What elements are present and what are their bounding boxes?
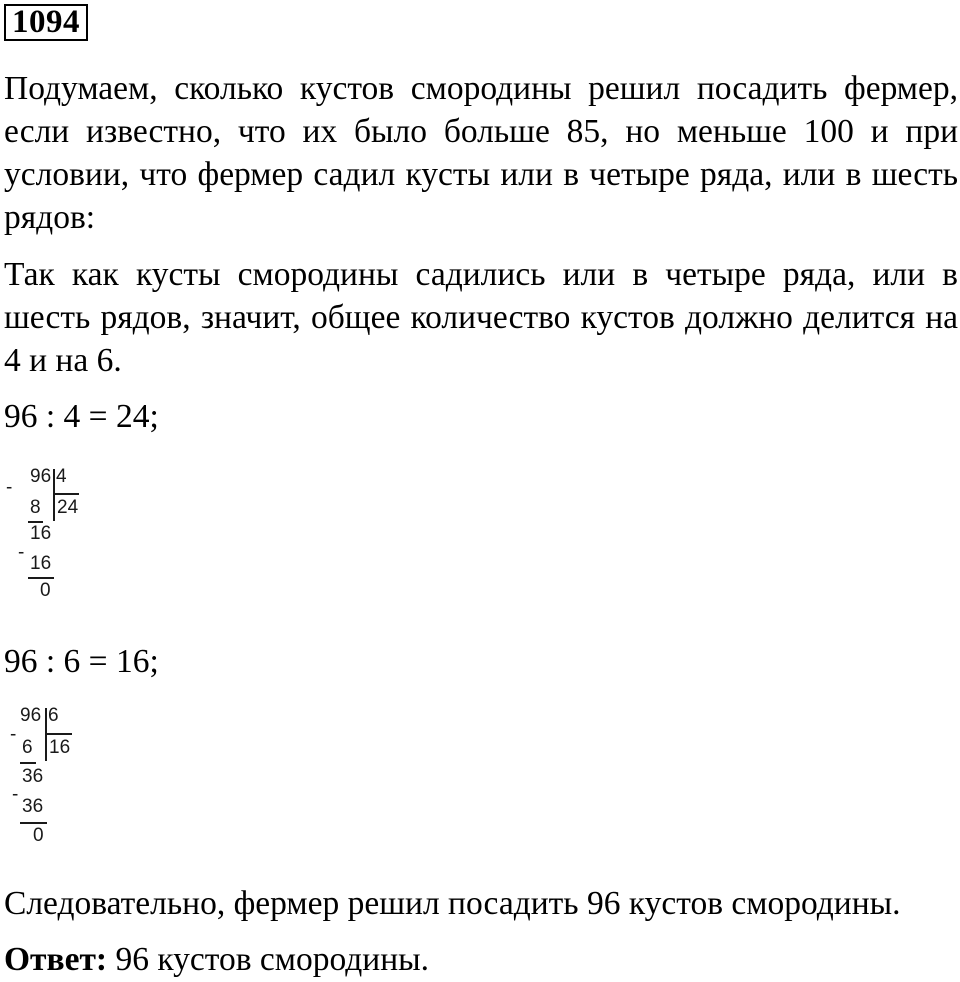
- division-underline-2: [28, 577, 54, 579]
- long-division-96-by-6: [0, 706, 90, 856]
- conclusion-text: Следовательно, фермер решил посадить 96 кустов смородины.: [4, 885, 901, 922]
- division-dividend: 96: [20, 705, 42, 726]
- division-bracket-horizontal: [45, 733, 72, 735]
- division-subtrahend-2: 36: [22, 796, 44, 817]
- answer-text: 96 кустов смородины.: [115, 941, 430, 978]
- division-bracket-vertical: [53, 469, 55, 521]
- division-underline-1: [20, 762, 36, 764]
- division-remainder: 0: [33, 825, 44, 846]
- answer-line: [4, 938, 429, 981]
- division-subtrahend-1: 8: [30, 497, 41, 518]
- division-bracket-vertical: [45, 708, 47, 761]
- division-subtrahend-2: 16: [30, 553, 52, 574]
- division-bracket-horizontal: [53, 493, 79, 495]
- minus-sign: -: [12, 784, 19, 805]
- minus-sign: -: [18, 542, 25, 563]
- minus-sign: -: [10, 724, 17, 745]
- division-quotient: 24: [57, 497, 79, 518]
- division-subtrahend-1: 6: [22, 737, 33, 758]
- intro-paragraph: Подумаем, сколько кустов смородины решил посадить фермер, если известно, что их было больше 85, но меньше 100 и при условии, что фермер садил кусты или в четыре ряда, или в шесть рядов:: [4, 70, 958, 236]
- equation-96-div-4: 96 : 4 = 24;: [4, 398, 159, 435]
- problem-number: 1094: [4, 4, 88, 41]
- reasoning-paragraph: Так как кусты смородины садились или в четыре ряда, или в шесть рядов, значит, общее количество кустов должно делится на 4 и на 6.: [4, 256, 958, 379]
- long-division-96-by-4: [0, 467, 90, 617]
- division-dividend: 96: [30, 466, 52, 487]
- division-quotient: 16: [49, 737, 71, 758]
- minus-sign: -: [6, 477, 13, 498]
- division-divisor: 4: [56, 466, 67, 487]
- equation-96-div-6: 96 : 6 = 16;: [4, 643, 159, 680]
- division-remainder-1: 36: [22, 766, 44, 787]
- division-underline-2: [20, 822, 47, 824]
- division-remainder-1: 16: [30, 523, 52, 544]
- division-divisor: 6: [48, 705, 59, 726]
- answer-label: Ответ:: [4, 941, 108, 978]
- division-remainder: 0: [40, 580, 51, 601]
